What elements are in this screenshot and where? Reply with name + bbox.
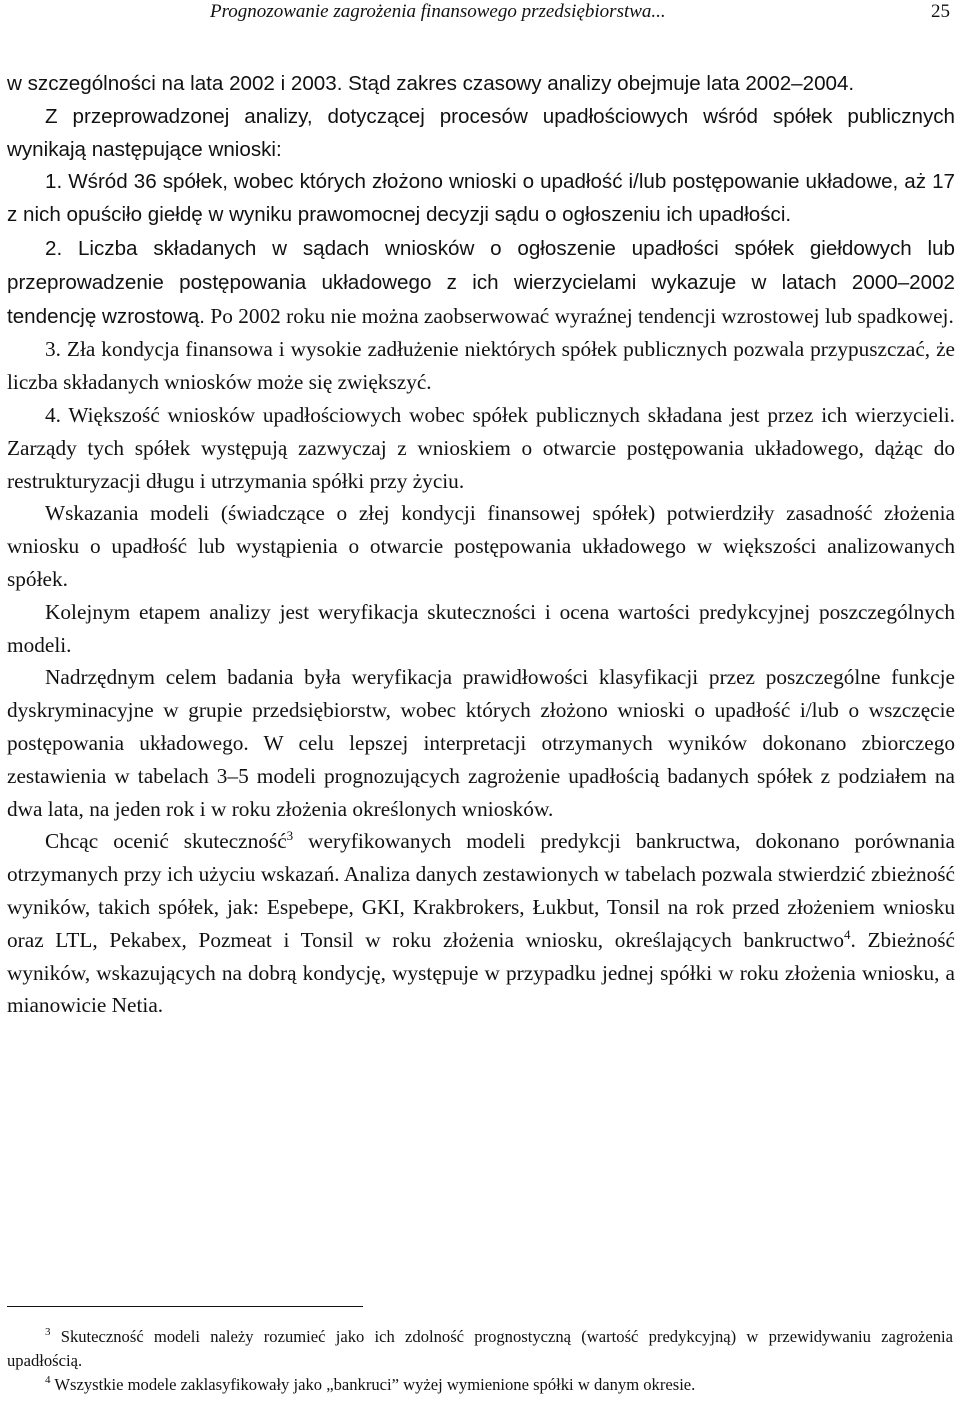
footnote-text: Wszystkie modele zaklasyfikowały jako „bankruci” wyżej wymienione spółki w danym okresie. — [50, 1375, 696, 1394]
footnote — [7, 1325, 953, 1373]
body-text — [7, 68, 955, 1022]
paragraph: Nadrzędnym celem badania była weryfikacja prawidłowości klasyfikacji przez poszczególne funkcje dyskryminacyjne w grupie przedsiębiorstw, wobec których złożono wnioski o upadłość i/lub o wszczęcie postępowania układowego. W celu lepszej interpretacji otrzymanych wyników dokonano zbiorczego zestawienia w tabelach 3–5 modeli prognozujących zagrożenie upadłością badanych spółek z podziałem na dwa lata, na jeden rok i w roku złożenia określonych wniosków. — [7, 665, 955, 821]
page-number: 25 — [931, 1, 950, 22]
paragraph: Kolejnym etapem analizy jest weryfikacja skuteczności i ocena wartości predykcyjnej poszczególnych modeli. — [7, 599, 955, 657]
paragraph-text: Chcąc ocenić skuteczność — [45, 829, 287, 854]
list-item: 4. Większość wniosków upadłościowych wobec spółek publicznych składana jest przez ich wierzycieli. Zarządy tych spółek występują zazwyczaj z wnioskiem o otwarcie postępowania układowego, dążąc do restrukturyzacji długu i utrzymania spółki przy życiu. — [7, 402, 955, 493]
running-title: Prognozowanie zagrożenia finansowego przedsiębiorstwa... — [210, 1, 666, 22]
paragraph: Z przeprowadzonej analizy, dotyczącej procesów upadłościowych wśród spółek publicznych wynikają następujące wnioski: — [7, 104, 955, 161]
footnote-divider — [7, 1306, 363, 1307]
paragraph-text: weryfikowanych modeli predykcji bankructwa, dokonano porównania otrzymanych przy ich użyciu wskazań. Analiza danych zestawionych w tabelach pozwala stwierdzić zbieżność wyników, takich spółek, jak: Espebepe, GKI, Krakbrokers, Łukbut, Tonsil na rok przed złożeniem wniosku oraz LTL, Pekabex, Pozmeat i Tonsil w roku złożenia wniosku, określających bankructwo — [7, 829, 956, 952]
list-item — [7, 232, 955, 333]
footnote-ref[interactable]: 4 — [844, 926, 851, 942]
paragraph: w szczególności na lata 2002 i 2003. Stąd zakres czasowy analizy obejmuje lata 2002–2004. — [7, 72, 855, 95]
list-item-serif-part: Po 2002 roku nie można zaobserwować wyraźnej tendencji wzrostowej lub spadkowej. — [205, 303, 954, 328]
list-item: 1. Wśród 36 spółek, wobec których złożono wnioski o upadłość i/lub postępowanie układowe, aż 17 z nich opuściło giełdę w wyniku prawomocnej decyzji sądu o ogłoszeniu ich upadłości. — [7, 170, 955, 227]
footnote — [7, 1373, 953, 1397]
footnote-ref[interactable]: 3 — [286, 828, 294, 844]
footnote-number: 4 — [45, 1374, 51, 1386]
paragraph: Wskazania modeli (świadczące o złej kondycji finansowej spółek) potwierdziły zasadność złożenia wniosku o upadłość lub wystąpienia o otwarcie postępowania układowego w większości analizowanych spółek. — [7, 501, 955, 591]
running-header — [6, 0, 952, 27]
footnote-text: Skuteczność modeli należy rozumieć jako ich zdolność prognostyczną (wartość predykcyjną) w przewidywaniu zagrożenia upadłością. — [7, 1327, 953, 1370]
footnotes — [7, 1325, 953, 1397]
footnote-number: 3 — [45, 1326, 51, 1338]
list-item: 3. Zła kondycja finansowa i wysokie zadłużenie niektórych spółek publicznych pozwala przypuszczać, że liczba składanych wniosków może się zwiększyć. — [7, 337, 955, 395]
paragraph — [7, 825, 955, 1022]
paragraph-text: . Zbieżność wyników, wskazujących na dobrą kondycję, występuje w przypadku jednej spółki w roku złożenia wniosku, a mianowicie Netia. — [7, 927, 955, 1018]
list-item-sans-part: 2. Liczba składanych w sądach wniosków o ogłoszenie upadłości spółek giełdowych lub przeprowadzenie postępowania układowego z ich wierzycielami wykazuje w latach 2000–2002 tendencję wzrostową. — [7, 236, 955, 328]
